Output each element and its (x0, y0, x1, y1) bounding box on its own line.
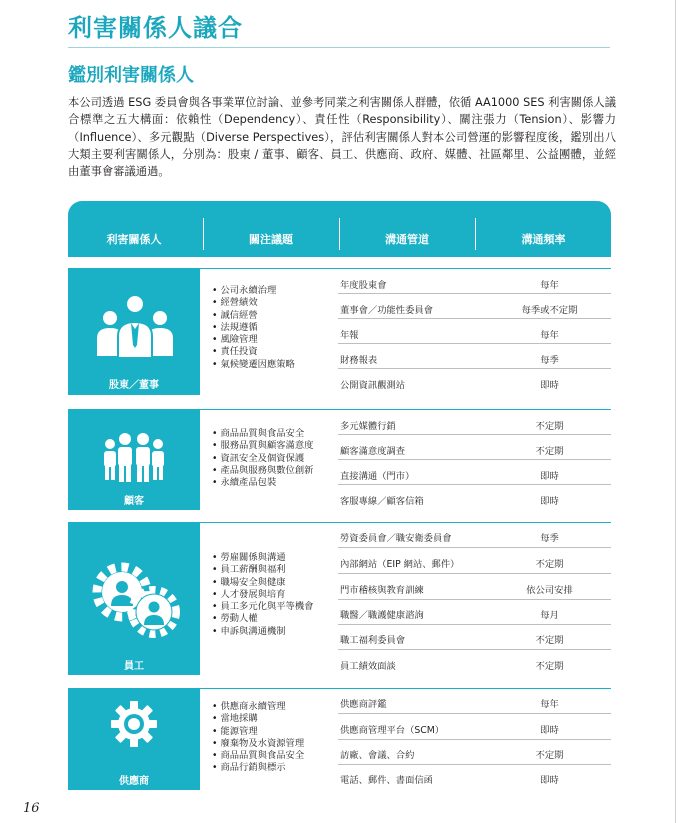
issue-item: • 法規遵循 (212, 322, 342, 334)
issue-item: • 申訴與溝通機制 (212, 626, 342, 638)
channel-cell: 年報 (340, 330, 359, 341)
frequency-cell: 即時 (540, 471, 559, 482)
issue-item: • 員工薪酬與福利 (212, 564, 342, 576)
channel-cell: 年度股東會 (340, 280, 387, 291)
channel-cell: 供應商管理平台（SCM） (340, 725, 445, 736)
row-divider (338, 343, 611, 344)
row-divider (338, 318, 611, 319)
issue-item: • 氣候變遷因應策略 (212, 359, 342, 371)
stakeholder-name: 股東／董事 (109, 380, 159, 391)
issue-list (212, 285, 342, 371)
issue-item: • 資訊安全及個資保護 (212, 453, 342, 465)
stakeholder-panel (68, 268, 200, 395)
employees-gears-icon (90, 560, 180, 640)
row-divider (338, 484, 611, 485)
issue-item: • 責任投資 (212, 346, 342, 358)
channel-cell: 公開資訊觀測站 (340, 380, 406, 391)
issue-item: • 公司永續治理 (212, 285, 342, 297)
issue-item: • 人才發展與培育 (212, 589, 342, 601)
channel-cell: 訪廠、會議、合約 (340, 750, 415, 761)
row-divider (338, 368, 611, 369)
row-divider (338, 573, 611, 574)
channel-cell: 職工福利委員會 (340, 635, 406, 646)
people-group-icon (94, 288, 176, 360)
issue-item: • 經營績效 (212, 297, 342, 309)
frequency-cell: 即時 (540, 775, 559, 786)
stakeholder-group-customers (68, 409, 611, 510)
issue-item: • 員工多元化與平等機會 (212, 601, 342, 613)
stakeholder-panel (68, 688, 200, 790)
row-divider (338, 739, 611, 740)
row-divider (338, 764, 611, 765)
stakeholder-name: 顧客 (124, 496, 144, 507)
table-header (68, 201, 611, 257)
row-divider (338, 434, 611, 435)
issue-item: • 能源管理 (212, 726, 342, 738)
stakeholder-group-shareholders (68, 268, 611, 395)
row-divider (338, 599, 611, 600)
group-top-rule (200, 268, 611, 269)
issue-item: • 廢棄物及水資源管理 (212, 738, 342, 750)
issue-item: • 勞雇關係與溝通 (212, 552, 342, 564)
channel-cell: 董事會／功能性委員會 (340, 305, 433, 316)
frequency-cell: 每季 (540, 533, 559, 544)
section-heading: 鑑別利害關係人 (68, 65, 194, 86)
issue-item: • 商品行銷與標示 (212, 762, 342, 774)
issue-item: • 供應商永續管理 (212, 701, 342, 713)
issue-item: • 永續產品包裝 (212, 477, 342, 489)
group-top-rule (200, 688, 611, 689)
issue-item: • 誠信經營 (212, 310, 342, 322)
frequency-cell: 每月 (540, 610, 559, 621)
issue-item: • 服務品質與顧客滿意度 (212, 440, 342, 452)
group-top-rule (200, 522, 611, 523)
title-divider (68, 47, 610, 48)
frequency-cell: 每季 (540, 355, 559, 366)
frequency-cell: 即時 (540, 725, 559, 736)
intro-paragraph: 本公司透過 ESG 委員會與各事業單位討論、並參考同業之利害關係人群體，依循 AA1000 SES 利害關係人議合標準之五大構面：依賴性（Dependency）、責任性（Responsibility）、關注張力（Tension）、影響力（Influence）、多元觀點（Diverse Perspectives），評估利害關係人對本公司營運的影響程度後，鑑別出八大類主要利害關係人，分別為：股東 / 董事、顧客、員工、供應商、政府、媒體、社區鄰里、公益團體，並經由董事會審議通過。 (68, 96, 616, 179)
row-divider (338, 547, 611, 548)
channel-cell: 供應商評鑑 (340, 699, 387, 710)
stakeholder-panel (68, 409, 200, 510)
issue-list (212, 552, 342, 638)
frequency-cell: 不定期 (535, 559, 564, 570)
issue-item: • 商品品質與食品安全 (212, 428, 342, 440)
stakeholder-group-employees (68, 522, 611, 675)
frequency-cell: 每年 (540, 699, 559, 710)
frequency-cell: 不定期 (535, 421, 564, 432)
frequency-cell: 不定期 (535, 661, 564, 672)
customers-icon (101, 429, 167, 485)
row-divider (338, 293, 611, 294)
channel-cell: 員工績效面談 (340, 661, 396, 672)
channel-cell: 多元媒體行銷 (340, 421, 396, 432)
gear-icon (110, 700, 158, 748)
group-top-rule (200, 409, 611, 410)
channel-cell: 財務報表 (340, 355, 378, 366)
frequency-cell: 不定期 (535, 635, 564, 646)
frequency-cell: 每年 (540, 330, 559, 341)
channel-cell: 職醫／職護健康諮詢 (340, 610, 424, 621)
frequency-cell: 不定期 (535, 750, 564, 761)
issue-item: • 產品與服務與數位創新 (212, 465, 342, 477)
channel-cell: 直接溝通（門市） (340, 471, 415, 482)
stakeholder-name: 員工 (124, 661, 144, 672)
header-frequency: 溝通頻率 (521, 233, 566, 246)
page-edge-rule (675, 0, 676, 823)
issue-list (212, 701, 342, 775)
header-issues: 關注議題 (249, 233, 293, 246)
channel-cell: 門市稽核與教育訓練 (340, 585, 424, 596)
issue-item: • 商品品質與食品安全 (212, 750, 342, 762)
frequency-cell: 每季或不定期 (521, 305, 578, 316)
issue-item: • 職場安全與健康 (212, 577, 342, 589)
issue-item: • 當地採購 (212, 713, 342, 725)
channel-cell: 勞資委員會／職安衛委員會 (340, 533, 452, 544)
page-title: 利害關係人議合 (68, 14, 243, 42)
row-divider (338, 713, 611, 714)
frequency-cell: 即時 (540, 380, 559, 391)
row-divider (338, 649, 611, 650)
channel-cell: 內部網站（EIP 網站、郵件） (340, 559, 460, 570)
stakeholder-panel (68, 522, 200, 675)
channel-cell: 顧客滿意度調查 (340, 446, 406, 457)
channel-cell: 客服專線／顧客信箱 (340, 496, 424, 507)
stakeholder-name: 供應商 (119, 776, 149, 787)
row-divider (338, 459, 611, 460)
frequency-cell: 即時 (540, 496, 559, 507)
frequency-cell: 依公司安排 (526, 585, 573, 596)
frequency-cell: 不定期 (535, 446, 564, 457)
issue-item: • 勞動人權 (212, 613, 342, 625)
stakeholder-group-suppliers (68, 688, 611, 790)
frequency-cell: 每年 (540, 280, 559, 291)
issue-item: • 風險管理 (212, 334, 342, 346)
channel-cell: 電話、郵件、書面信函 (340, 775, 433, 786)
issue-list (212, 428, 342, 489)
header-stakeholder: 利害關係人 (106, 233, 162, 246)
row-divider (338, 624, 611, 625)
page-number: 16 (23, 801, 40, 816)
header-channels: 溝通管道 (385, 233, 429, 246)
